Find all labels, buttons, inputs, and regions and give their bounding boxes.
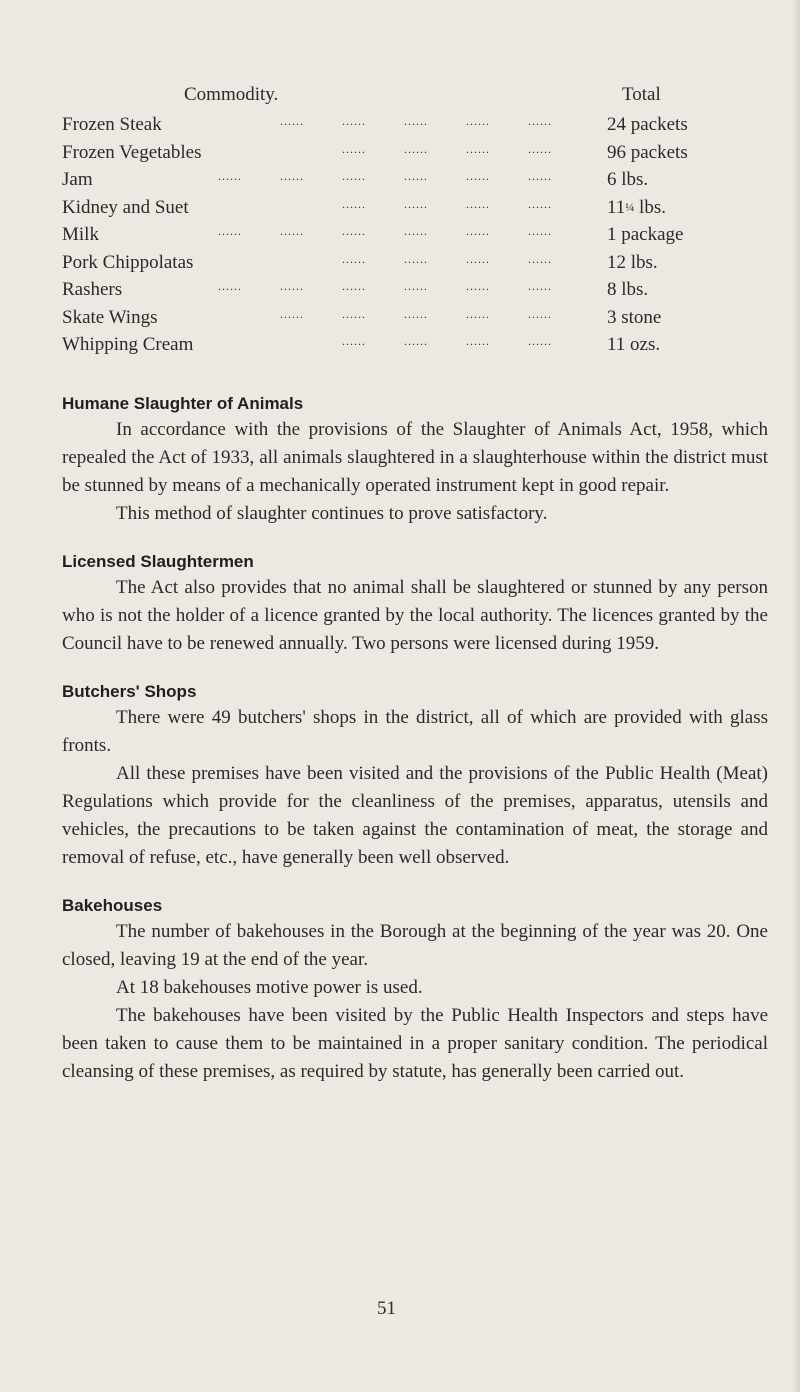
section-heading: Bakehouses	[62, 896, 163, 915]
paragraph: There were 49 butchers' shops in the district, all of which are provided with glass fronts.	[62, 707, 768, 756]
paragraph: In accordance with the provisions of the Slaughter of Animals Act, 1958, which repealed the Act of 1933, all animals slaughtered in a slaughterhouse within the district must be stunned by means of a mechanically operated instrument kept in good repair.	[62, 419, 768, 496]
leader-dots: ...... ...... ...... ......	[342, 196, 552, 211]
commodity-total: 24 packets	[607, 114, 688, 135]
section-butchers-shops	[62, 682, 768, 872]
paragraph: This method of slaughter continues to prove satisfactory.	[116, 503, 548, 524]
report-body	[62, 394, 768, 1110]
commodity-total: 96 packets	[607, 141, 688, 163]
commodity-name: Pork Chippolatas	[62, 251, 194, 273]
section-heading: Humane Slaughter of Animals	[62, 394, 304, 413]
leader-dots: ...... ...... ...... ......	[342, 334, 552, 348]
table-row	[62, 169, 722, 197]
paragraph: At 18 bakehouses motive power is used.	[116, 977, 423, 998]
section-heading: Licensed Slaughtermen	[62, 552, 254, 571]
header-total: Total	[622, 84, 661, 105]
table-row	[62, 224, 722, 252]
leader-dots: ...... ...... ...... ...... ......	[280, 114, 552, 128]
table-row	[62, 279, 722, 307]
paragraph: The Act also provides that no animal shall be slaughtered or stunned by any person who is not the holder of a licence granted by the local authority. The licences granted by the Council have to be renewed annually. Two persons were licensed during 1959.	[62, 577, 768, 654]
commodity-total: 11 ozs.	[607, 334, 661, 355]
commodity-name: Frozen Steak	[62, 114, 162, 135]
section-humane-slaughter	[62, 394, 768, 528]
page-edge	[792, 0, 800, 1392]
commodity-total: 1 package	[607, 224, 684, 245]
commodity-name: Jam	[62, 169, 93, 190]
leader-dots: ...... ...... ...... ...... ...... ......	[218, 224, 552, 238]
paragraph: All these premises have been visited and the provisions of the Public Health (Meat) Regulations which provide for the cleanliness of the premises, apparatus, utensils and vehicles, the precautions to be taken against the contamination of meat, the storage and removal of refuse, etc., have generally been well observed.	[62, 763, 768, 868]
header-commodity: Commodity.	[184, 84, 279, 105]
commodity-table	[62, 80, 722, 362]
commodity-name: Kidney and Suet	[62, 196, 189, 218]
commodity-name: Frozen Vegetables	[62, 141, 202, 163]
leader-dots: ...... ...... ...... ...... ......	[280, 306, 552, 321]
page-number: 51	[377, 1298, 396, 1319]
commodity-name: Skate Wings	[62, 306, 158, 328]
section-bakehouses	[62, 896, 768, 1086]
table-header	[62, 80, 722, 114]
paragraph: The number of bakehouses in the Borough at the beginning of the year was 20. One closed, leaving 19 at the end of the year.	[62, 921, 768, 970]
table-row	[62, 197, 722, 225]
commodity-total: 11¼ lbs.	[607, 196, 666, 218]
section-heading: Butchers' Shops	[62, 682, 197, 701]
table-row	[62, 307, 722, 335]
table-row	[62, 252, 722, 280]
table-row	[62, 334, 722, 362]
commodity-total: 3 stone	[607, 306, 662, 328]
section-licensed-slaughtermen	[62, 552, 768, 658]
paragraph: The bakehouses have been visited by the Public Health Inspectors and steps have been taken to cause them to be maintained in a proper sanitary condition. The periodical cleansing of these premises, as required by statute, has generally been carried out.	[62, 1005, 768, 1082]
commodity-total: 8 lbs.	[607, 279, 649, 300]
commodity-total: 6 lbs.	[607, 169, 649, 190]
commodity-name: Milk	[62, 224, 99, 245]
commodity-name: Rashers	[62, 279, 123, 300]
table-row	[62, 142, 722, 170]
leader-dots: ...... ...... ...... ...... ...... ......	[218, 279, 552, 293]
leader-dots: ...... ...... ...... ......	[342, 251, 552, 266]
leader-dots: ...... ...... ...... ...... ...... ......	[218, 169, 552, 183]
commodity-total: 12 lbs.	[607, 251, 658, 273]
commodity-name: Whipping Cream	[62, 334, 194, 355]
table-row	[62, 114, 722, 142]
leader-dots: ...... ...... ...... ......	[342, 141, 552, 156]
